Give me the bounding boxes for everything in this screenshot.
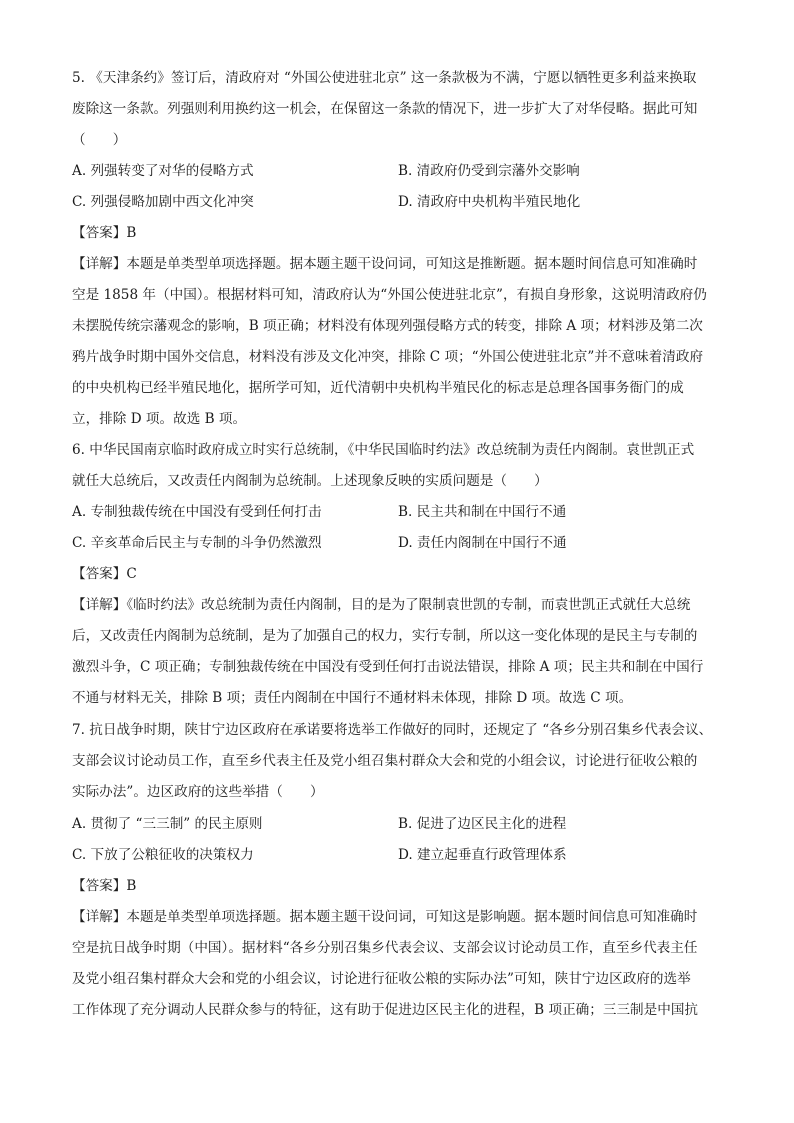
analysis-line: 的中央机构已经半殖民地化，据所学可知，近代清朝中央机构半殖民化的标志是总理各国事务衙门的成: [72, 380, 684, 396]
option-d: D. 责任内阁制在中国行不通: [398, 535, 567, 551]
option-d: D. 清政府中央机构半殖民地化: [398, 194, 581, 210]
question-stem-line: 6. 中华民国南京临时政府成立时实行总统制，《中华民国临时约法》改总统制为责任内阁制。袁世凯正式: [72, 442, 695, 458]
option-d: D. 建立起垂直行政管理体系: [398, 847, 567, 863]
answer-label: 【答案】B: [72, 878, 137, 894]
question-stem-line: 就任大总统后，又改责任内阁制为总统制。上述现象反映的实质问题是（ ）: [72, 473, 548, 489]
analysis-line: 不通与材料无关，排除 B 项；责任内阁制在中国行不通材料未体现，排除 D 项。故选 C 项。: [72, 690, 633, 706]
option-c: C. 列强侵略加剧中西文化冲突: [72, 194, 254, 210]
option-c: C. 辛亥革命后民主与专制的斗争仍然激烈: [72, 535, 322, 551]
option-b: B. 清政府仍受到宗藩外交影响: [398, 163, 580, 179]
question-stem-line: 7. 抗日战争时期，陕甘宁边区政府在承诺要将选举工作做好的同时，还规定了 “各乡分别召集乡代表会议、: [72, 722, 713, 738]
question-stem-line: 废除这一条款。列强则利用换约这一机会，在保留这一条款的情况下，进一步扩大了对华侵略。据此可知: [72, 101, 698, 117]
analysis-line: 空是抗日战争时期（中国）。据材料“各乡分别召集乡代表会议、支部会议讨论动员工作，直至乡代表主任: [72, 940, 698, 956]
analysis-line: 立，排除 D 项。故选 B 项。: [72, 411, 247, 427]
analysis-line: 激烈斗争，C 项正确；专制独裁传统在中国没有受到任何打击说法错误，排除 A 项；民主共和制在中国行: [72, 659, 704, 675]
question-stem-line: 支部会议讨论动员工作，直至乡代表主任及党小组召集村群众大会和党的小组会议，讨论进行征收公粮的: [72, 753, 698, 769]
analysis-line: 空是 1858 年（中国）。根据材料可知，清政府认为“外国公使进驻北京”，有损自身形象，这说明清政府仍: [72, 287, 707, 303]
option-b: B. 民主共和制在中国行不通: [398, 504, 567, 520]
analysis-line: 【详解】《临时约法》改总统制为责任内阁制，目的是为了限制袁世凯的专制，而袁世凯正式就任大总统: [72, 597, 691, 613]
analysis-line: 及党小组召集村群众大会和党的小组会议，讨论进行征收公粮的实际办法”可知，陕甘宁边区政府的选举: [72, 971, 691, 987]
analysis-line: 后，又改责任内阁制为总统制，是为了加强自己的权力，实行专制，所以这一变化体现的是民主与专制的: [72, 628, 698, 644]
analysis-line: 【详解】本题是单类型单项选择题。据本题主题干设问词，可知这是推断题。据本题时间信息可知准确时: [72, 256, 698, 272]
answer-label: 【答案】C: [72, 566, 137, 582]
analysis-line: 【详解】本题是单类型单项选择题。据本题主题干设问词，可知这是影响题。据本题时间信息可知准确时: [72, 909, 698, 925]
option-a: A. 专制独裁传统在中国没有受到任何打击: [72, 504, 322, 520]
option-a: A. 贯彻了 “三三制” 的民主原则: [72, 816, 263, 832]
question-stem-line: （ ）: [72, 132, 127, 148]
analysis-line: 未摆脱传统宗藩观念的影响，B 项正确；材料没有体现列强侵略方式的转变，排除 A 项；材料涉及第二次: [72, 318, 703, 334]
question-stem-line: 实际办法”。边区政府的这些举措（ ）: [72, 784, 324, 800]
analysis-line: 鸦片战争时期中国外交信息，材料没有涉及文化冲突，排除 C 项；“外国公使进驻北京”并不意味着清政府: [72, 349, 704, 365]
option-c: C. 下放了公粮征收的决策权力: [72, 847, 254, 863]
option-a: A. 列强转变了对华的侵略方式: [72, 163, 254, 179]
answer-label: 【答案】B: [72, 225, 137, 241]
analysis-line: 工作体现了充分调动人民群众参与的特征，这有助于促进边区民主化的进程，B 项正确；三三制是中国抗: [72, 1002, 699, 1018]
option-b: B. 促进了边区民主化的进程: [398, 816, 567, 832]
question-stem-line: 5. 《天津条约》签订后，清政府对 “外国公使进驻北京” 这一条款极为不满，宁愿以牺牲更多利益来换取: [72, 70, 697, 86]
